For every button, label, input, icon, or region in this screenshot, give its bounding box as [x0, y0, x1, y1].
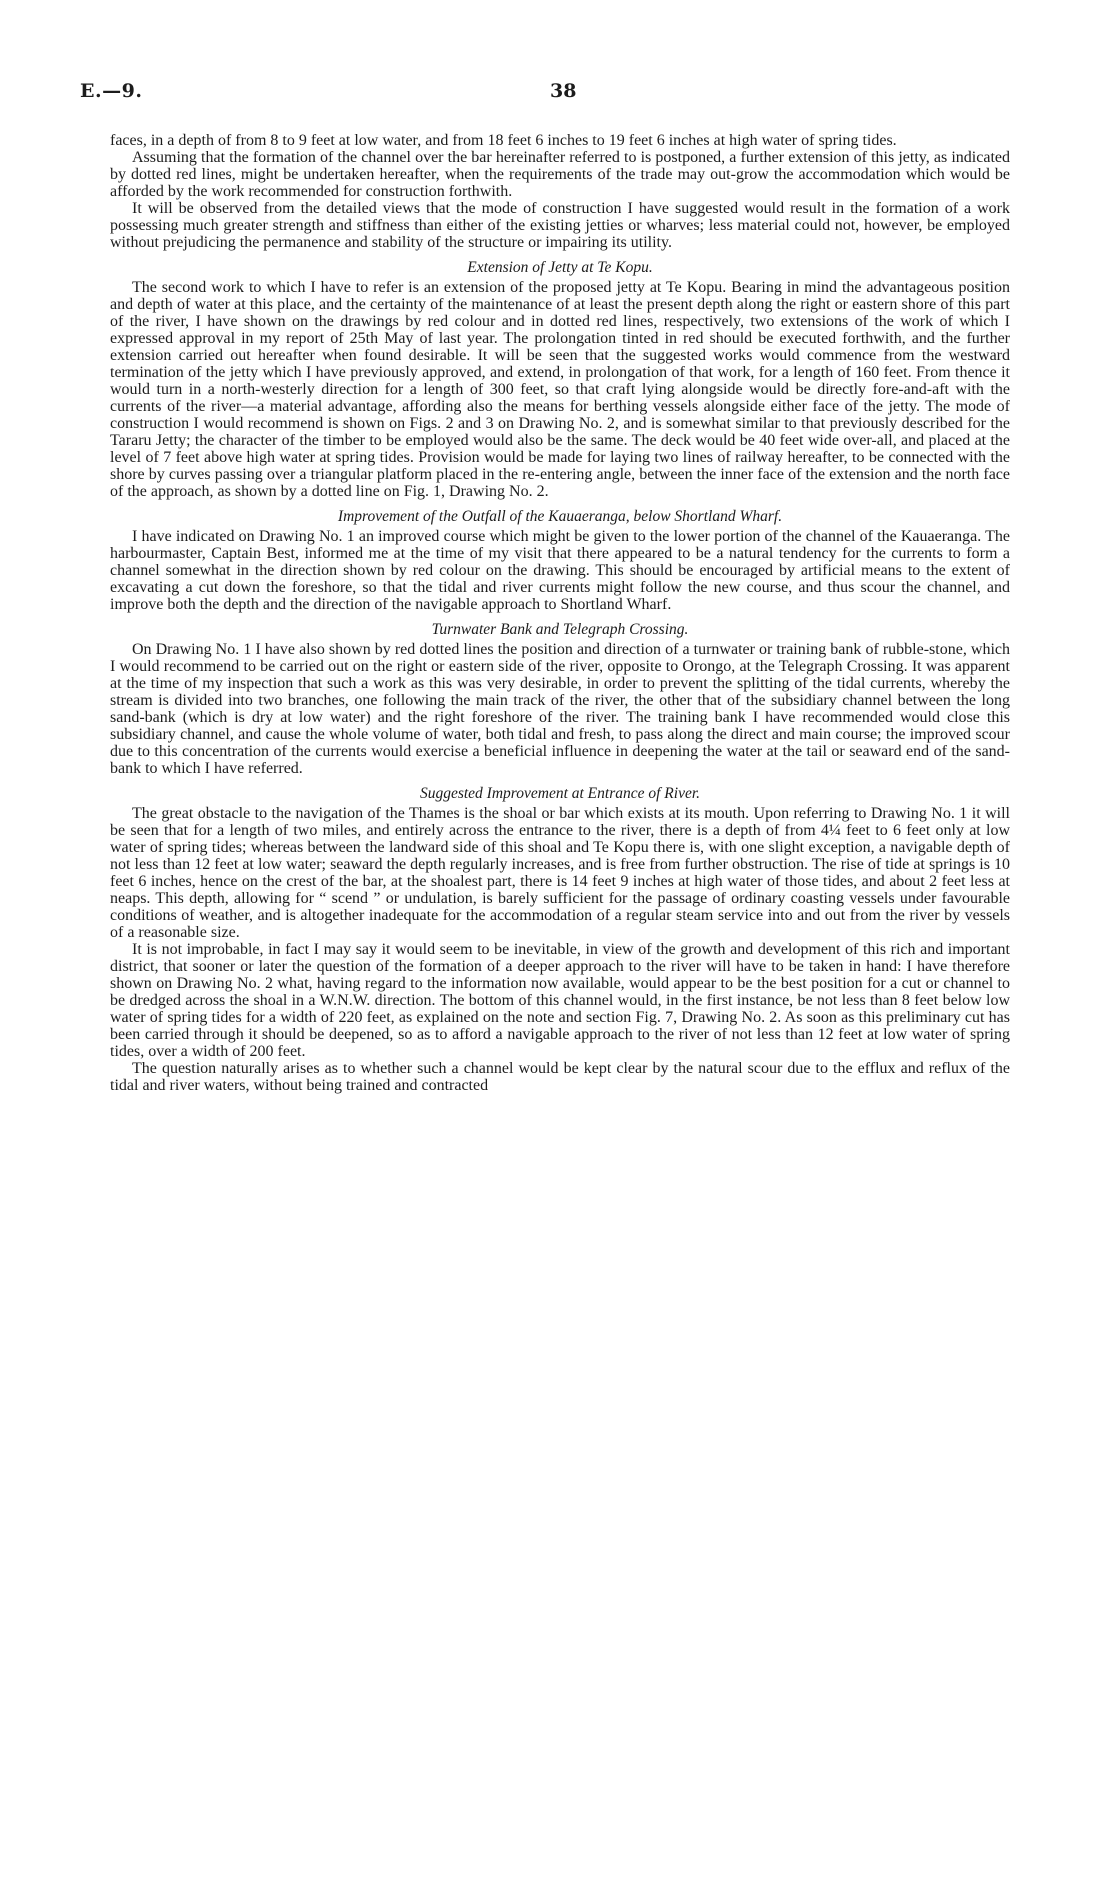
section-heading-turnwater-bank: Turnwater Bank and Telegraph Crossing.	[431, 621, 689, 638]
page-header	[80, 80, 1020, 110]
paragraph: On Drawing No. 1 I have also shown by red dotted lines the position and direction of a turnwater or training bank of rubble-stone, which I would recommend to be carried out on the right or eastern side of the river, opposite to Orongo, at the Telegraph Crossing. It was apparent at the time of my inspection that such a work as this was very desirable, in order to prevent the splitting of the tidal currents, whereby the stream is divided into two branches, one following the main track of the river, the other that of the subsidiary channel between the long sand-bank (which is dry at low water) and the right foreshore of the river. The training bank I have recommended would close this subsidiary channel, and cause the whole volume of water, both tidal and fresh, to pass along the direct and main course; the improved scour due to this concentration of the currents would exercise a beneficial influence in deepening the water at the tail or seaward end of the sand-bank to which I have referred.	[110, 641, 1010, 777]
document-reference: E.—9.	[80, 80, 143, 102]
page-body	[110, 132, 1010, 1094]
paragraph: The great obstacle to the navigation of the Thames is the shoal or bar which exists at its mouth. Upon referring to Drawing No. 1 it will be seen that for a length of two miles, and entirely across the entrance to the river, there is a depth of from 4¼ feet to 6 feet only at low water of spring tides; whereas between the landward side of this shoal and Te Kopu there is, with one slight exception, a navigable depth of not less than 12 feet at low water; seaward the depth regularly increases, and is free from further obstruction. The rise of tide at springs is 10 feet 6 inches, hence on the crest of the bar, at the shoalest part, there is 14 feet 9 inches at high water of those tides, and about 2 feet less at neaps. This depth, allowing for “ scend ” or undulation, is barely sufficient for the passage of ordinary coasting vessels under favourable conditions of weather, and is altogether inadequate for the accommodation of a regular steam service into and out from the river by vessels of a reasonable size.	[110, 805, 1010, 941]
page-number: 38	[550, 80, 577, 102]
section-heading-te-kopu: Extension of Jetty at Te Kopu.	[467, 259, 653, 276]
paragraph: It will be observed from the detailed views that the mode of construction I have suggested would result in the formation of a work possessing much greater strength and stiffness than either of the existing jetties or wharves; less material could not, however, be employed without prejudicing the permanence and stability of the structure or impairing its utility.	[110, 200, 1010, 251]
section-heading-river-entrance: Suggested Improvement at Entrance of River.	[419, 785, 701, 802]
paragraph: I have indicated on Drawing No. 1 an improved course which might be given to the lower portion of the channel of the Kauaeranga. The harbourmaster, Captain Best, informed me at the time of my visit that there appeared to be a natural tendency for the currents to form a channel somewhat in the direction shown by red colour on the drawing. This should be encouraged by artificial means to the extent of excavating a cut down the foreshore, so that the tidal and river currents might follow the new course, and thus scour the channel, and improve both the depth and the direction of the navigable approach to Shortland Wharf.	[110, 528, 1010, 613]
paragraph: faces, in a depth of from 8 to 9 feet at low water, and from 18 feet 6 inches to 19 feet 6 inches at high water of spring tides.	[110, 132, 897, 149]
paragraph: It is not improbable, in fact I may say it would seem to be inevitable, in view of the growth and development of this rich and important district, that sooner or later the question of the formation of a deeper approach to the river will have to be taken in hand: I have therefore shown on Drawing No. 2 what, having regard to the information now available, would appear to be the best position for a cut or channel to be dredged across the shoal in a W.N.W. direction. The bottom of this channel would, in the first instance, be not less than 8 feet below low water of spring tides for a width of 220 feet, as explained on the note and section Fig. 7, Drawing No. 2. As soon as this preliminary cut has been carried through it should be deepened, so as to afford a navigable approach to the river of not less than 12 feet at low water of spring tides, over a width of 200 feet.	[110, 941, 1010, 1060]
section-heading-kauaeranga: Improvement of the Outfall of the Kauaeranga, below Shortland Wharf.	[337, 508, 783, 525]
paragraph: Assuming that the formation of the channel over the bar hereinafter referred to is postponed, a further extension of this jetty, as indicated by dotted red lines, might be undertaken hereafter, when the requirements of the trade may out-grow the accommodation which would be afforded by the work recommended for construction forthwith.	[110, 149, 1010, 200]
paragraph: The second work to which I have to refer is an extension of the proposed jetty at Te Kopu. Bearing in mind the advantageous position and depth of water at this place, and the certainty of the maintenance of at least the present depth along the right or eastern shore of this part of the river, I have shown on the drawings by red colour and in dotted red lines, respectively, two extensions of the work of which I expressed approval in my report of 25th May of last year. The prolongation tinted in red should be executed forthwith, and the further extension carried out hereafter when found desirable. It will be seen that the suggested works would commence from the westward termination of the jetty which I have previously approved, and extend, in prolongation of that work, for a length of 160 feet. From thence it would turn in a north-westerly direction for a length of 300 feet, so that craft lying alongside would be directly fore-and-aft with the currents of the river—a material advantage, affording also the means for berthing vessels alongside either face of the jetty. The mode of construction I would recommend is shown on Figs. 2 and 3 on Drawing No. 2, and is somewhat similar to that previously described for the Tararu Jetty; the character of the timber to be employed would also be the same. The deck would be 40 feet wide over-all, and placed at the level of 7 feet above high water at spring tides. Provision would be made for laying two lines of railway hereafter, to be connected with the shore by curves passing over a triangular platform placed in the re-entering angle, between the inner face of the extension and the north face of the approach, as shown by a dotted line on Fig. 1, Drawing No. 2.	[110, 279, 1010, 500]
paragraph: The question naturally arises as to whether such a channel would be kept clear by the natural scour due to the efflux and reflux of the tidal and river waters, without being trained and contracted	[110, 1060, 1010, 1094]
